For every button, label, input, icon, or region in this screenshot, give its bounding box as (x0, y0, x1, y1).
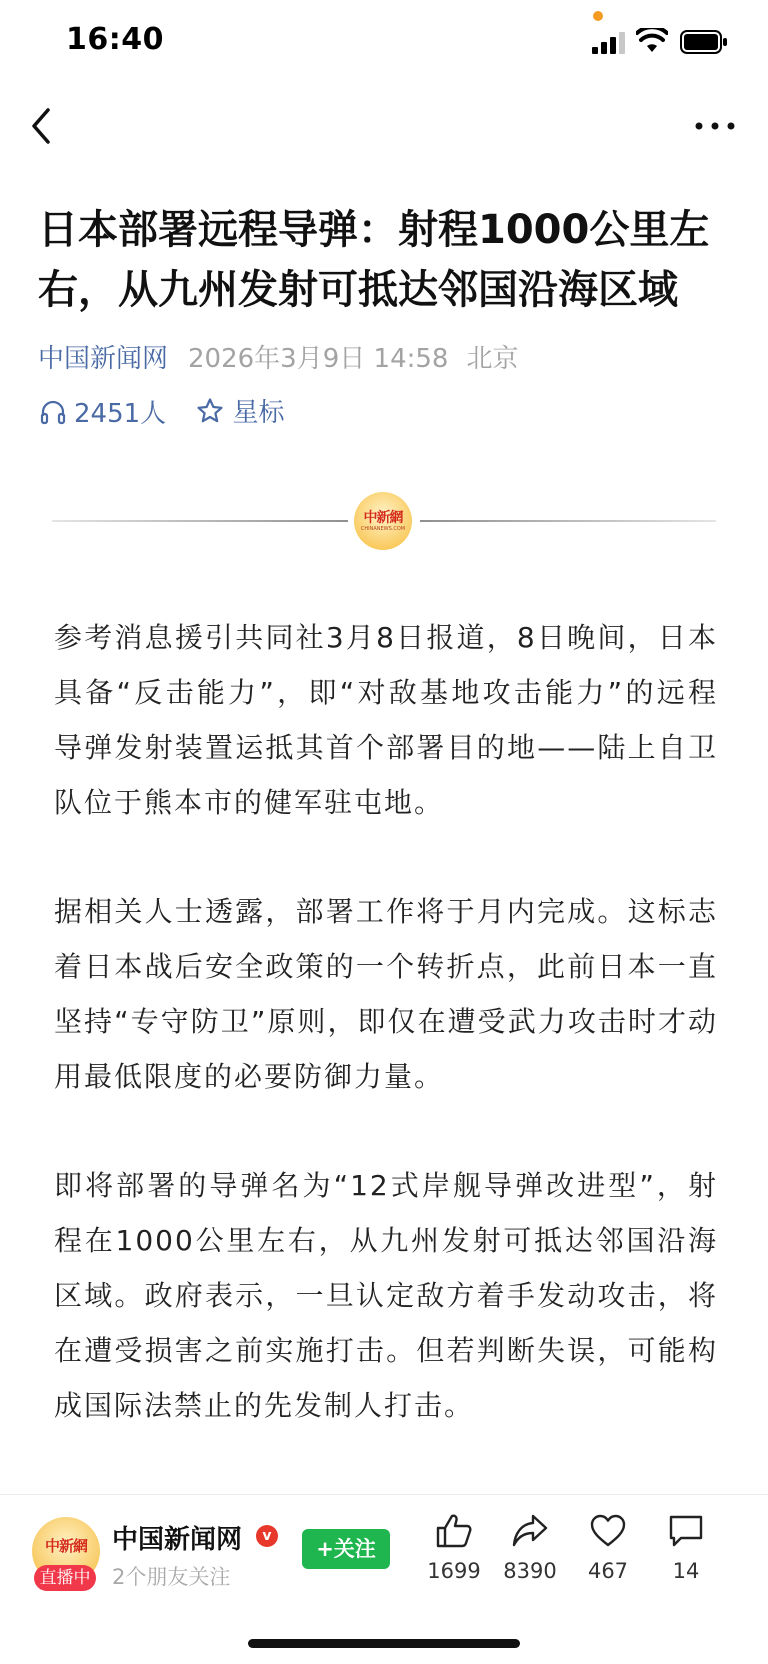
article-actions (40, 392, 284, 432)
more-options-button[interactable] (690, 106, 740, 146)
share-icon (511, 1513, 549, 1549)
comment-count: 14 (672, 1559, 700, 1583)
like-button[interactable] (414, 1513, 494, 1583)
article-paragraph-3: 即将部署的导弹名为“12式岸舰导弹改进型”，射程在1000公里左右，从九州发射可抵达邻国沿海区域。政府表示，一旦认定敌方着手发动攻击，将在遭受损害之前实施打击。但若判断失误，可能构成国际法禁止的先发制人打击。 (54, 1169, 718, 1422)
account-name[interactable]: 中国新闻网 (112, 1525, 243, 1555)
star-icon (196, 397, 224, 425)
bottom-action-bar (0, 1494, 768, 1664)
section-divider (52, 490, 716, 550)
status-bar (0, 0, 768, 84)
divider-line-right (420, 520, 716, 522)
chinanews-logo (354, 492, 412, 550)
status-time: 16:40 (66, 22, 164, 57)
share-button[interactable] (490, 1513, 570, 1583)
recording-indicator-dot (593, 11, 603, 21)
share-count: 8390 (503, 1559, 557, 1583)
article-paragraph-2: 据相关人士透露，部署工作将于月内完成。这标志着日本战后安全政策的一个转折点，此前日本一直坚持“专守防卫”原则，即仅在遭受武力攻击时才动用最低限度的必要防御力量。 (54, 895, 718, 1093)
headphones-icon (40, 399, 66, 425)
back-button[interactable] (24, 104, 60, 148)
avatar-logo-text: 中新網 (44, 1536, 87, 1555)
top-nav (0, 96, 768, 156)
back-icon (24, 104, 60, 148)
divider-line-left (52, 520, 348, 522)
cellular-signal-icon (592, 32, 626, 54)
like-icon (435, 1513, 473, 1549)
comment-icon (667, 1513, 705, 1549)
comment-button[interactable] (646, 1513, 726, 1583)
follow-button[interactable]: +关注 (302, 1529, 390, 1569)
favorite-button[interactable] (568, 1513, 648, 1583)
battery-icon (680, 30, 728, 54)
like-count: 1699 (427, 1559, 481, 1583)
article-body (54, 610, 718, 1487)
favorite-count: 467 (587, 1559, 629, 1583)
listen-button[interactable] (40, 393, 166, 430)
friends-following: 2个朋友关注 (112, 1565, 231, 1589)
article-date: 2026年3月9日 14:58 (188, 344, 449, 374)
star-label: 星标 (232, 398, 285, 428)
wifi-icon (636, 28, 668, 54)
article-meta (38, 338, 518, 374)
article-location: 北京 (466, 344, 519, 374)
verified-icon: v (256, 1525, 278, 1547)
divider-logo-subtext: CHINANEWS.COM (360, 526, 406, 532)
live-badge[interactable]: 直播中 (34, 1565, 96, 1591)
article-title: 日本部署远程导弹：射程1000公里左右，从九州发射可抵达邻国沿海区域 (38, 207, 710, 313)
heart-icon (589, 1513, 627, 1549)
more-icon (690, 106, 740, 146)
article-paragraph-1: 参考消息援引共同社3月8日报道，8日晚间，日本具备“反击能力”，即“对敌基地攻击能力”的远程导弹发射装置运抵其首个部署目的地——陆上自卫队位于熊本市的健军驻屯地。 (54, 621, 718, 819)
star-button[interactable] (196, 392, 284, 429)
article-source-link[interactable]: 中国新闻网 (38, 344, 169, 374)
divider-logo-text: 中新網 (363, 510, 403, 526)
home-indicator[interactable] (248, 1639, 520, 1648)
listener-count: 2451人 (74, 399, 167, 429)
